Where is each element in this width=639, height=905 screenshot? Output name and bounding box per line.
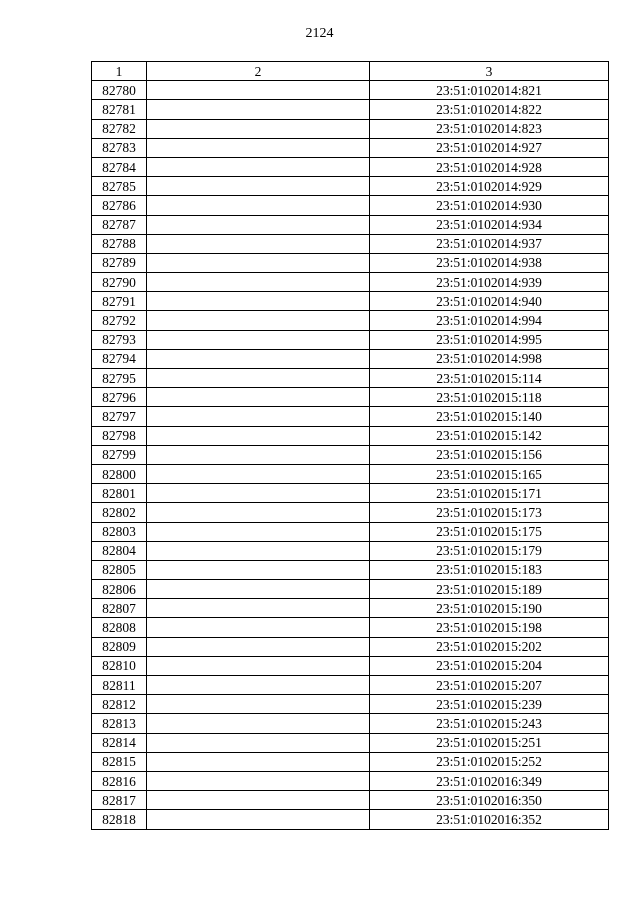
row-number-cell: 82780 (92, 81, 147, 100)
cadastral-number-cell: 23:51:0102014:930 (370, 196, 609, 215)
name-cell (147, 599, 370, 618)
cadastral-number-cell: 23:51:0102015:190 (370, 599, 609, 618)
table-row (92, 292, 609, 311)
name-cell (147, 177, 370, 196)
row-number-cell: 82786 (92, 196, 147, 215)
row-number-cell: 82797 (92, 407, 147, 426)
table-row (92, 157, 609, 176)
row-number-cell: 82788 (92, 234, 147, 253)
cadastral-number-cell: 23:51:0102015:173 (370, 503, 609, 522)
name-cell (147, 407, 370, 426)
cadastral-number-cell: 23:51:0102014:998 (370, 349, 609, 368)
row-number-cell: 82803 (92, 522, 147, 541)
registry-table (91, 61, 609, 830)
row-number-cell: 82791 (92, 292, 147, 311)
cadastral-number-cell: 23:51:0102015:202 (370, 637, 609, 656)
row-number-cell: 82790 (92, 273, 147, 292)
cadastral-number-cell: 23:51:0102015:207 (370, 676, 609, 695)
row-number-cell: 82781 (92, 100, 147, 119)
row-number-cell: 82793 (92, 330, 147, 349)
name-cell (147, 215, 370, 234)
row-number-cell: 82817 (92, 791, 147, 810)
row-number-cell: 82818 (92, 810, 147, 829)
cadastral-number-cell: 23:51:0102015:175 (370, 522, 609, 541)
name-cell (147, 311, 370, 330)
table-row (92, 100, 609, 119)
row-number-cell: 82811 (92, 676, 147, 695)
cadastral-number-cell: 23:51:0102015:189 (370, 580, 609, 599)
table-row (92, 81, 609, 100)
table-row (92, 273, 609, 292)
cadastral-number-cell: 23:51:0102015:140 (370, 407, 609, 426)
row-number-cell: 82801 (92, 484, 147, 503)
row-number-cell: 82816 (92, 771, 147, 790)
table-row (92, 810, 609, 829)
name-cell (147, 157, 370, 176)
cadastral-number-cell: 23:51:0102014:927 (370, 138, 609, 157)
table-row (92, 580, 609, 599)
table-row (92, 733, 609, 752)
table-row (92, 522, 609, 541)
table-row (92, 695, 609, 714)
name-cell (147, 292, 370, 311)
row-number-cell: 82796 (92, 388, 147, 407)
cadastral-number-cell: 23:51:0102015:156 (370, 445, 609, 464)
cadastral-number-cell: 23:51:0102014:821 (370, 81, 609, 100)
table-row (92, 349, 609, 368)
name-cell (147, 119, 370, 138)
cadastral-number-cell: 23:51:0102015:251 (370, 733, 609, 752)
row-number-cell: 82789 (92, 253, 147, 272)
table-row (92, 311, 609, 330)
table-row (92, 407, 609, 426)
cadastral-number-cell: 23:51:0102015:118 (370, 388, 609, 407)
row-number-cell: 82798 (92, 426, 147, 445)
row-number-cell: 82785 (92, 177, 147, 196)
table-row (92, 330, 609, 349)
row-number-cell: 82806 (92, 580, 147, 599)
cadastral-number-cell: 23:51:0102014:938 (370, 253, 609, 272)
row-number-cell: 82805 (92, 560, 147, 579)
cadastral-number-cell: 23:51:0102015:198 (370, 618, 609, 637)
row-number-cell: 82804 (92, 541, 147, 560)
cadastral-number-cell: 23:51:0102016:350 (370, 791, 609, 810)
table-row (92, 484, 609, 503)
name-cell (147, 771, 370, 790)
cadastral-number-cell: 23:51:0102014:934 (370, 215, 609, 234)
row-number-cell: 82808 (92, 618, 147, 637)
row-number-cell: 82815 (92, 752, 147, 771)
name-cell (147, 676, 370, 695)
table-row (92, 119, 609, 138)
table-row (92, 541, 609, 560)
table-row (92, 234, 609, 253)
cadastral-number-cell: 23:51:0102014:937 (370, 234, 609, 253)
name-cell (147, 426, 370, 445)
name-cell (147, 714, 370, 733)
cadastral-number-cell: 23:51:0102016:352 (370, 810, 609, 829)
cadastral-number-cell: 23:51:0102015:142 (370, 426, 609, 445)
cadastral-number-cell: 23:51:0102015:252 (370, 752, 609, 771)
cadastral-number-cell: 23:51:0102014:928 (370, 157, 609, 176)
table-row (92, 138, 609, 157)
name-cell (147, 503, 370, 522)
cadastral-number-cell: 23:51:0102014:994 (370, 311, 609, 330)
table-row (92, 503, 609, 522)
table-row (92, 656, 609, 675)
header-row (92, 62, 609, 81)
name-cell (147, 349, 370, 368)
name-cell (147, 138, 370, 157)
row-number-cell: 82807 (92, 599, 147, 618)
row-number-cell: 82799 (92, 445, 147, 464)
name-cell (147, 522, 370, 541)
row-number-cell: 82810 (92, 656, 147, 675)
table-row (92, 637, 609, 656)
table-header (92, 62, 609, 81)
name-cell (147, 695, 370, 714)
table-row (92, 771, 609, 790)
cadastral-number-cell: 23:51:0102015:239 (370, 695, 609, 714)
column-header-1: 1 (92, 62, 147, 81)
cadastral-number-cell: 23:51:0102015:165 (370, 464, 609, 483)
column-header-3: 3 (370, 62, 609, 81)
row-number-cell: 82813 (92, 714, 147, 733)
table-row (92, 426, 609, 445)
table-row (92, 560, 609, 579)
cadastral-number-cell: 23:51:0102014:939 (370, 273, 609, 292)
name-cell (147, 273, 370, 292)
table-row (92, 714, 609, 733)
column-header-2: 2 (147, 62, 370, 81)
name-cell (147, 541, 370, 560)
row-number-cell: 82784 (92, 157, 147, 176)
name-cell (147, 637, 370, 656)
table-row (92, 464, 609, 483)
name-cell (147, 810, 370, 829)
name-cell (147, 253, 370, 272)
row-number-cell: 82809 (92, 637, 147, 656)
row-number-cell: 82782 (92, 119, 147, 138)
cadastral-number-cell: 23:51:0102014:823 (370, 119, 609, 138)
name-cell (147, 464, 370, 483)
table-row (92, 388, 609, 407)
table-row (92, 253, 609, 272)
table-row (92, 599, 609, 618)
name-cell (147, 791, 370, 810)
table-row (92, 369, 609, 388)
name-cell (147, 196, 370, 215)
table-row (92, 177, 609, 196)
table-row (92, 445, 609, 464)
cadastral-number-cell: 23:51:0102014:995 (370, 330, 609, 349)
table-row (92, 752, 609, 771)
table-row (92, 676, 609, 695)
row-number-cell: 82800 (92, 464, 147, 483)
name-cell (147, 388, 370, 407)
name-cell (147, 369, 370, 388)
cadastral-number-cell: 23:51:0102015:171 (370, 484, 609, 503)
row-number-cell: 82783 (92, 138, 147, 157)
name-cell (147, 81, 370, 100)
name-cell (147, 618, 370, 637)
name-cell (147, 733, 370, 752)
name-cell (147, 484, 370, 503)
cadastral-number-cell: 23:51:0102015:183 (370, 560, 609, 579)
cadastral-number-cell: 23:51:0102015:179 (370, 541, 609, 560)
name-cell (147, 445, 370, 464)
row-number-cell: 82814 (92, 733, 147, 752)
table-body (92, 81, 609, 829)
table-row (92, 196, 609, 215)
cadastral-number-cell: 23:51:0102015:114 (370, 369, 609, 388)
name-cell (147, 330, 370, 349)
table-row (92, 618, 609, 637)
row-number-cell: 82787 (92, 215, 147, 234)
name-cell (147, 580, 370, 599)
name-cell (147, 752, 370, 771)
table-row (92, 215, 609, 234)
table-row (92, 791, 609, 810)
row-number-cell: 82795 (92, 369, 147, 388)
name-cell (147, 656, 370, 675)
cadastral-number-cell: 23:51:0102014:940 (370, 292, 609, 311)
page-number: 2124 (305, 26, 334, 41)
cadastral-number-cell: 23:51:0102016:349 (370, 771, 609, 790)
row-number-cell: 82794 (92, 349, 147, 368)
cadastral-number-cell: 23:51:0102014:822 (370, 100, 609, 119)
cadastral-number-cell: 23:51:0102014:929 (370, 177, 609, 196)
row-number-cell: 82812 (92, 695, 147, 714)
name-cell (147, 100, 370, 119)
name-cell (147, 560, 370, 579)
row-number-cell: 82802 (92, 503, 147, 522)
name-cell (147, 234, 370, 253)
cadastral-number-cell: 23:51:0102015:243 (370, 714, 609, 733)
row-number-cell: 82792 (92, 311, 147, 330)
cadastral-number-cell: 23:51:0102015:204 (370, 656, 609, 675)
